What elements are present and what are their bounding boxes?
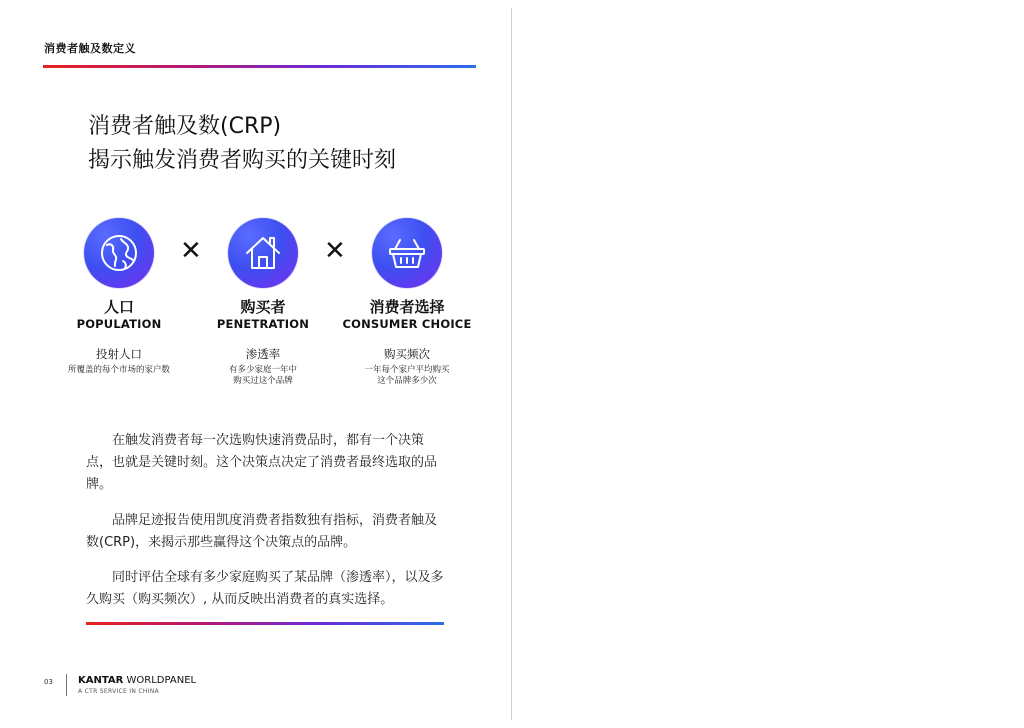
body-paragraph-2: 品牌足迹报告使用凯度消费者指数独有指标，消费者触及数(CRP)，来揭示那些赢得这个决策点的品牌。 (86, 513, 438, 550)
metric-title-cn: 消费者选择 (369, 298, 445, 316)
brand-name-bold: KANTAR (78, 675, 124, 686)
page-spine-divider (511, 8, 512, 720)
body-paragraph-3: 同时评估全球有多少家庭购买了某品牌（渗透率），以及多久购买（购买频次）, 从而反映出消费者的真实选择。 (86, 570, 444, 607)
house-icon (228, 218, 298, 288)
metric-description (332, 365, 482, 387)
gradient-divider-top (43, 65, 476, 68)
footer-divider (66, 674, 67, 696)
metric-desc-line: 这个品牌多少次 (377, 376, 437, 386)
brand-tagline: A CTR SERVICE IN CHINA (78, 688, 159, 695)
metric-title-en: POPULATION (76, 317, 162, 331)
metric-subtitle: 渗透率 (245, 347, 281, 361)
metric-population (44, 297, 194, 376)
metric-description (44, 365, 194, 376)
metric-title-en: CONSUMER CHOICE (342, 317, 472, 331)
metric-consumer-choice (332, 297, 482, 387)
body-paragraph-1: 在触发消费者每一次选购快速消费品时，都有一个决策点，也就是关键时刻。这个决策点决定了消费者最终选取的品牌。 (86, 433, 438, 492)
brand-name-rest: WORLDPANEL (123, 675, 197, 686)
metric-desc-line: 一年每个家户平均购买 (364, 365, 450, 375)
metric-desc-line: 购买过这个品牌 (233, 376, 293, 386)
gradient-divider-bottom (86, 622, 444, 625)
metric-description (188, 365, 338, 387)
metric-penetration (188, 297, 338, 387)
multiply-icon: ✕ (180, 236, 202, 266)
globe-icon (84, 218, 154, 288)
headline-line-2: 揭示触发消费者购买的关键时刻 (88, 148, 397, 173)
multiply-icon: ✕ (324, 236, 346, 266)
metric-subtitle: 购买频次 (384, 347, 430, 361)
basket-icon (372, 218, 442, 288)
metric-desc-line: 有多少家庭一年中 (228, 365, 297, 375)
page-number: 03 (44, 678, 53, 686)
right-page-blank (513, 0, 1024, 728)
headline-line-1: 消费者触及数(CRP) (88, 114, 282, 139)
page-headline (88, 110, 396, 178)
brand-logo (78, 675, 196, 687)
metric-title-cn: 购买者 (240, 298, 286, 316)
metric-title-en: PENETRATION (216, 317, 310, 331)
metric-subtitle: 投射人口 (96, 347, 142, 361)
metric-desc-line: 所覆盖的每个市场的家户数 (67, 365, 170, 375)
metric-title-cn: 人口 (103, 298, 134, 316)
section-title: 消费者触及数定义 (44, 42, 136, 55)
